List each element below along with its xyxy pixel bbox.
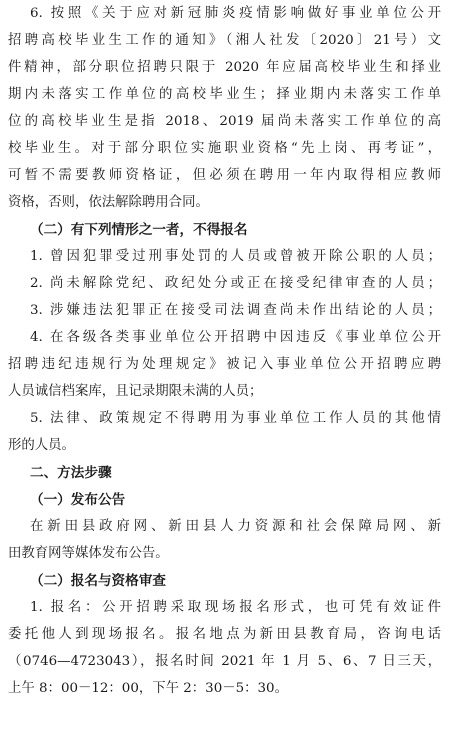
paragraph-6-line-4: 期内未落实工作单位的高校毕业生；择业期内未落实工作单 (8, 87, 441, 102)
restriction-item-2: 2. 尚未解除党纪、政纪处分或正在接受纪律审查的人员； (30, 276, 441, 291)
section-heading-method: 二、方法步骤 (30, 465, 112, 481)
subsection-heading-registration: （二）报名与资格审查 (30, 573, 166, 589)
registration-line-1: 1. 报名：公开招聘采取现场报名形式，也可凭有效证件 (30, 600, 441, 615)
restriction-item-1: 1. 曾因犯罪受过刑事处罚的人员或曾被开除公职的人员； (30, 249, 441, 264)
section-heading-restrictions: （二）有下列情形之一者，不得报名 (30, 222, 248, 238)
restriction-item-5-line-2: 形的人员。 (8, 438, 75, 453)
paragraph-6-line-5: 位的高校毕业生是指 2018、2019 届尚未落实工作单位的高 (8, 114, 441, 129)
paragraph-6-line-1: 6. 按照《关于应对新冠肺炎疫情影响做好事业单位公开 (30, 6, 441, 21)
restriction-item-4-line-3: 人员诚信档案库，且记录期限未满的人员； (8, 384, 263, 399)
paragraph-6-line-3: 件精神，部分职位招聘只限于 2020 年应届高校毕业生和择业 (8, 60, 441, 75)
paragraph-6-line-6: 校毕业生。对于部分职位实施职业资格“先上岗、再考证”， (8, 141, 441, 156)
registration-line-2: 委托他人到现场报名。报名地点为新田县教育局，咨询电话 (8, 627, 441, 642)
restriction-item-5-line-1: 5. 法律、政策规定不得聘用为事业单位工作人员的其他情 (30, 411, 441, 426)
paragraph-6-line-8: 资格，否则，依法解除聘用合同。 (8, 195, 209, 210)
announcement-line-1: 在新田县政府网、新田县人力资源和社会保障局网、新 (30, 519, 441, 534)
subsection-heading-announcement: （一）发布公告 (30, 492, 126, 508)
registration-line-3: （0746—4723043），报名时间 2021 年 1 月 5、6、7 日三天， (8, 654, 441, 669)
paragraph-6-line-2: 招聘高校毕业生工作的通知》（湘人社发〔2020〕21号）文 (8, 33, 441, 48)
announcement-line-2: 田教育网等媒体发布公告。 (8, 546, 169, 561)
restriction-item-4-line-2: 招聘违纪违规行为处理规定》被记入事业单位公开招聘应聘 (8, 357, 441, 372)
registration-line-4: 上午 8：00－12：00，下午 2：30－5：30。 (8, 681, 288, 696)
paragraph-6-line-7: 可暂不需要教师资格证，但必须在聘用一年内取得相应教师 (8, 168, 441, 183)
restriction-item-3: 3. 涉嫌违法犯罪正在接受司法调查尚未作出结论的人员； (30, 303, 441, 318)
restriction-item-4-line-1: 4. 在各级各类事业单位公开招聘中因违反《事业单位公开 (30, 330, 441, 345)
